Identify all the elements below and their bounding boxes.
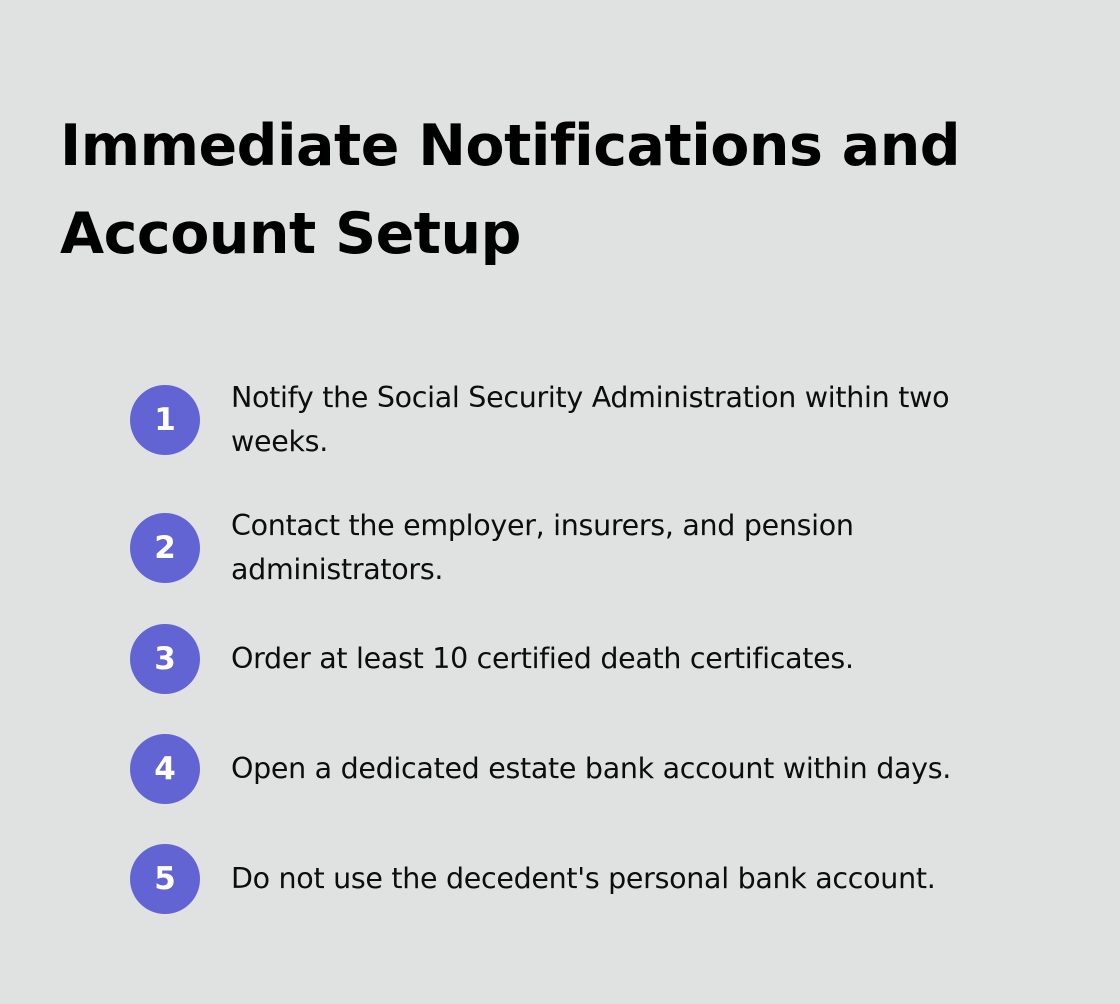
step-item-1: [130, 376, 1030, 464]
step-item-5: [130, 844, 1030, 914]
step-number-badge: 2: [130, 513, 200, 583]
step-number-badge: 5: [130, 844, 200, 914]
step-number-badge: 1: [130, 385, 200, 455]
step-item-4: [130, 734, 1030, 804]
step-text: Contact the employer, insurers, and pension administrators.: [231, 509, 854, 586]
step-text: Open a dedicated estate bank account within days.: [231, 752, 952, 785]
page-title: Immediate Notifications and Account Setup: [60, 113, 961, 267]
step-text: Do not use the decedent's personal bank account.: [231, 862, 936, 895]
step-item-2: [130, 504, 1030, 592]
step-item-3: [130, 624, 1030, 694]
step-text: Notify the Social Security Administration within two weeks.: [231, 381, 950, 458]
step-number-badge: 3: [130, 624, 200, 694]
step-text: Order at least 10 certified death certificates.: [231, 642, 854, 675]
step-number-badge: 4: [130, 734, 200, 804]
